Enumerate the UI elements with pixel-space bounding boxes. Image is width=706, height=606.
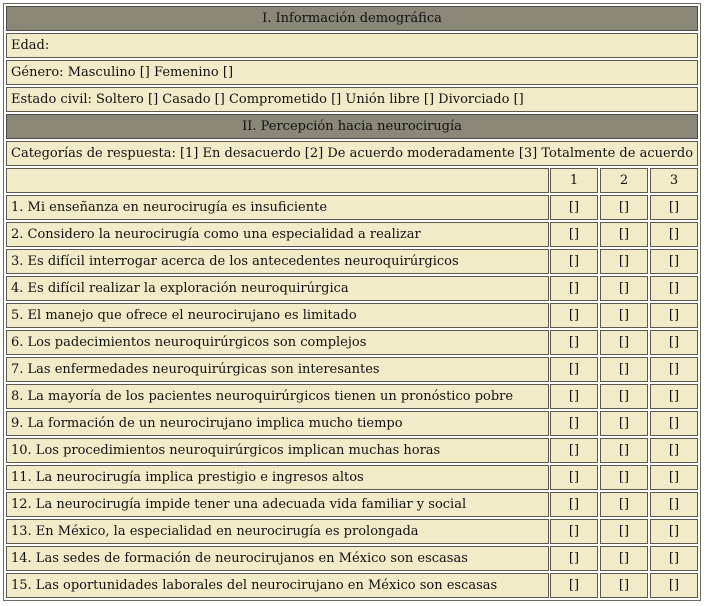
item-checkbox-3[interactable]: [] — [650, 573, 698, 598]
item-checkbox-2[interactable]: [] — [600, 573, 648, 598]
item-checkbox-1[interactable]: [] — [550, 546, 598, 571]
item-checkbox-2[interactable]: [] — [600, 357, 648, 382]
questionnaire-table — [3, 3, 701, 601]
column-header-3: 3 — [650, 168, 698, 193]
item-checkbox-1[interactable]: [] — [550, 249, 598, 274]
item-checkbox-3[interactable]: [] — [650, 249, 698, 274]
item-statement: 4. Es difícil realizar la exploración neuroquirúrgica — [6, 276, 549, 301]
item-statement: 10. Los procedimientos neuroquirúrgicos implican muchas horas — [6, 438, 549, 463]
item-statement: 2. Considero la neurocirugía como una especialidad a realizar — [6, 222, 549, 247]
item-statement: 5. El manejo que ofrece el neurocirujano es limitado — [6, 303, 549, 328]
column-header-blank — [6, 168, 549, 193]
item-checkbox-3[interactable]: [] — [650, 411, 698, 436]
item-checkbox-3[interactable]: [] — [650, 276, 698, 301]
item-checkbox-2[interactable]: [] — [600, 438, 648, 463]
item-checkbox-3[interactable]: [] — [650, 222, 698, 247]
item-checkbox-1[interactable]: [] — [550, 438, 598, 463]
item-checkbox-1[interactable]: [] — [550, 519, 598, 544]
item-statement: 8. La mayoría de los pacientes neuroquirúrgicos tienen un pronóstico pobre — [6, 384, 549, 409]
item-checkbox-3[interactable]: [] — [650, 438, 698, 463]
item-checkbox-2[interactable]: [] — [600, 330, 648, 355]
item-checkbox-2[interactable]: [] — [600, 303, 648, 328]
section-header-demographic: I. Información demográfica — [6, 6, 698, 31]
item-statement: 9. La formación de un neurocirujano implica mucho tiempo — [6, 411, 549, 436]
item-checkbox-2[interactable]: [] — [600, 384, 648, 409]
item-checkbox-1[interactable]: [] — [550, 276, 598, 301]
item-checkbox-2[interactable]: [] — [600, 465, 648, 490]
column-header-1: 1 — [550, 168, 598, 193]
item-checkbox-2[interactable]: [] — [600, 519, 648, 544]
item-checkbox-3[interactable]: [] — [650, 546, 698, 571]
item-checkbox-1[interactable]: [] — [550, 492, 598, 517]
item-checkbox-2[interactable]: [] — [600, 222, 648, 247]
column-header-2: 2 — [600, 168, 648, 193]
item-checkbox-3[interactable]: [] — [650, 303, 698, 328]
item-checkbox-2[interactable]: [] — [600, 195, 648, 220]
age-field[interactable]: Edad: — [6, 33, 698, 58]
item-checkbox-1[interactable]: [] — [550, 303, 598, 328]
item-checkbox-3[interactable]: [] — [650, 384, 698, 409]
item-checkbox-3[interactable]: [] — [650, 330, 698, 355]
item-statement: 6. Los padecimientos neuroquirúrgicos son complejos — [6, 330, 549, 355]
item-checkbox-1[interactable]: [] — [550, 195, 598, 220]
response-categories-legend: Categorías de respuesta: [1] En desacuerdo [2] De acuerdo moderadamente [3] Totalmente de acuerdo — [6, 141, 698, 166]
item-checkbox-2[interactable]: [] — [600, 249, 648, 274]
section-header-perception: II. Percepción hacia neurocirugía — [6, 114, 698, 139]
item-statement: 15. Las oportunidades laborales del neurocirujano en México son escasas — [6, 573, 549, 598]
item-checkbox-1[interactable]: [] — [550, 357, 598, 382]
item-checkbox-2[interactable]: [] — [600, 492, 648, 517]
item-checkbox-3[interactable]: [] — [650, 195, 698, 220]
item-statement: 11. La neurocirugía implica prestigio e ingresos altos — [6, 465, 549, 490]
item-checkbox-3[interactable]: [] — [650, 519, 698, 544]
item-statement: 13. En México, la especialidad en neurocirugía es prolongada — [6, 519, 549, 544]
item-checkbox-1[interactable]: [] — [550, 573, 598, 598]
item-checkbox-3[interactable]: [] — [650, 357, 698, 382]
item-checkbox-1[interactable]: [] — [550, 222, 598, 247]
item-statement: 14. Las sedes de formación de neurocirujanos en México son escasas — [6, 546, 549, 571]
item-checkbox-1[interactable]: [] — [550, 384, 598, 409]
marital-status-field[interactable]: Estado civil: Soltero [] Casado [] Comprometido [] Unión libre [] Divorciado [] — [6, 87, 698, 112]
item-checkbox-2[interactable]: [] — [600, 276, 648, 301]
item-checkbox-1[interactable]: [] — [550, 465, 598, 490]
item-checkbox-3[interactable]: [] — [650, 465, 698, 490]
item-checkbox-3[interactable]: [] — [650, 492, 698, 517]
gender-field[interactable]: Género: Masculino [] Femenino [] — [6, 60, 698, 85]
item-checkbox-2[interactable]: [] — [600, 411, 648, 436]
item-checkbox-2[interactable]: [] — [600, 546, 648, 571]
item-checkbox-1[interactable]: [] — [550, 411, 598, 436]
item-statement: 1. Mi enseñanza en neurocirugía es insuficiente — [6, 195, 549, 220]
item-statement: 12. La neurocirugía impide tener una adecuada vida familiar y social — [6, 492, 549, 517]
item-statement: 7. Las enfermedades neuroquirúrgicas son interesantes — [6, 357, 549, 382]
item-statement: 3. Es difícil interrogar acerca de los antecedentes neuroquirúrgicos — [6, 249, 549, 274]
item-checkbox-1[interactable]: [] — [550, 330, 598, 355]
